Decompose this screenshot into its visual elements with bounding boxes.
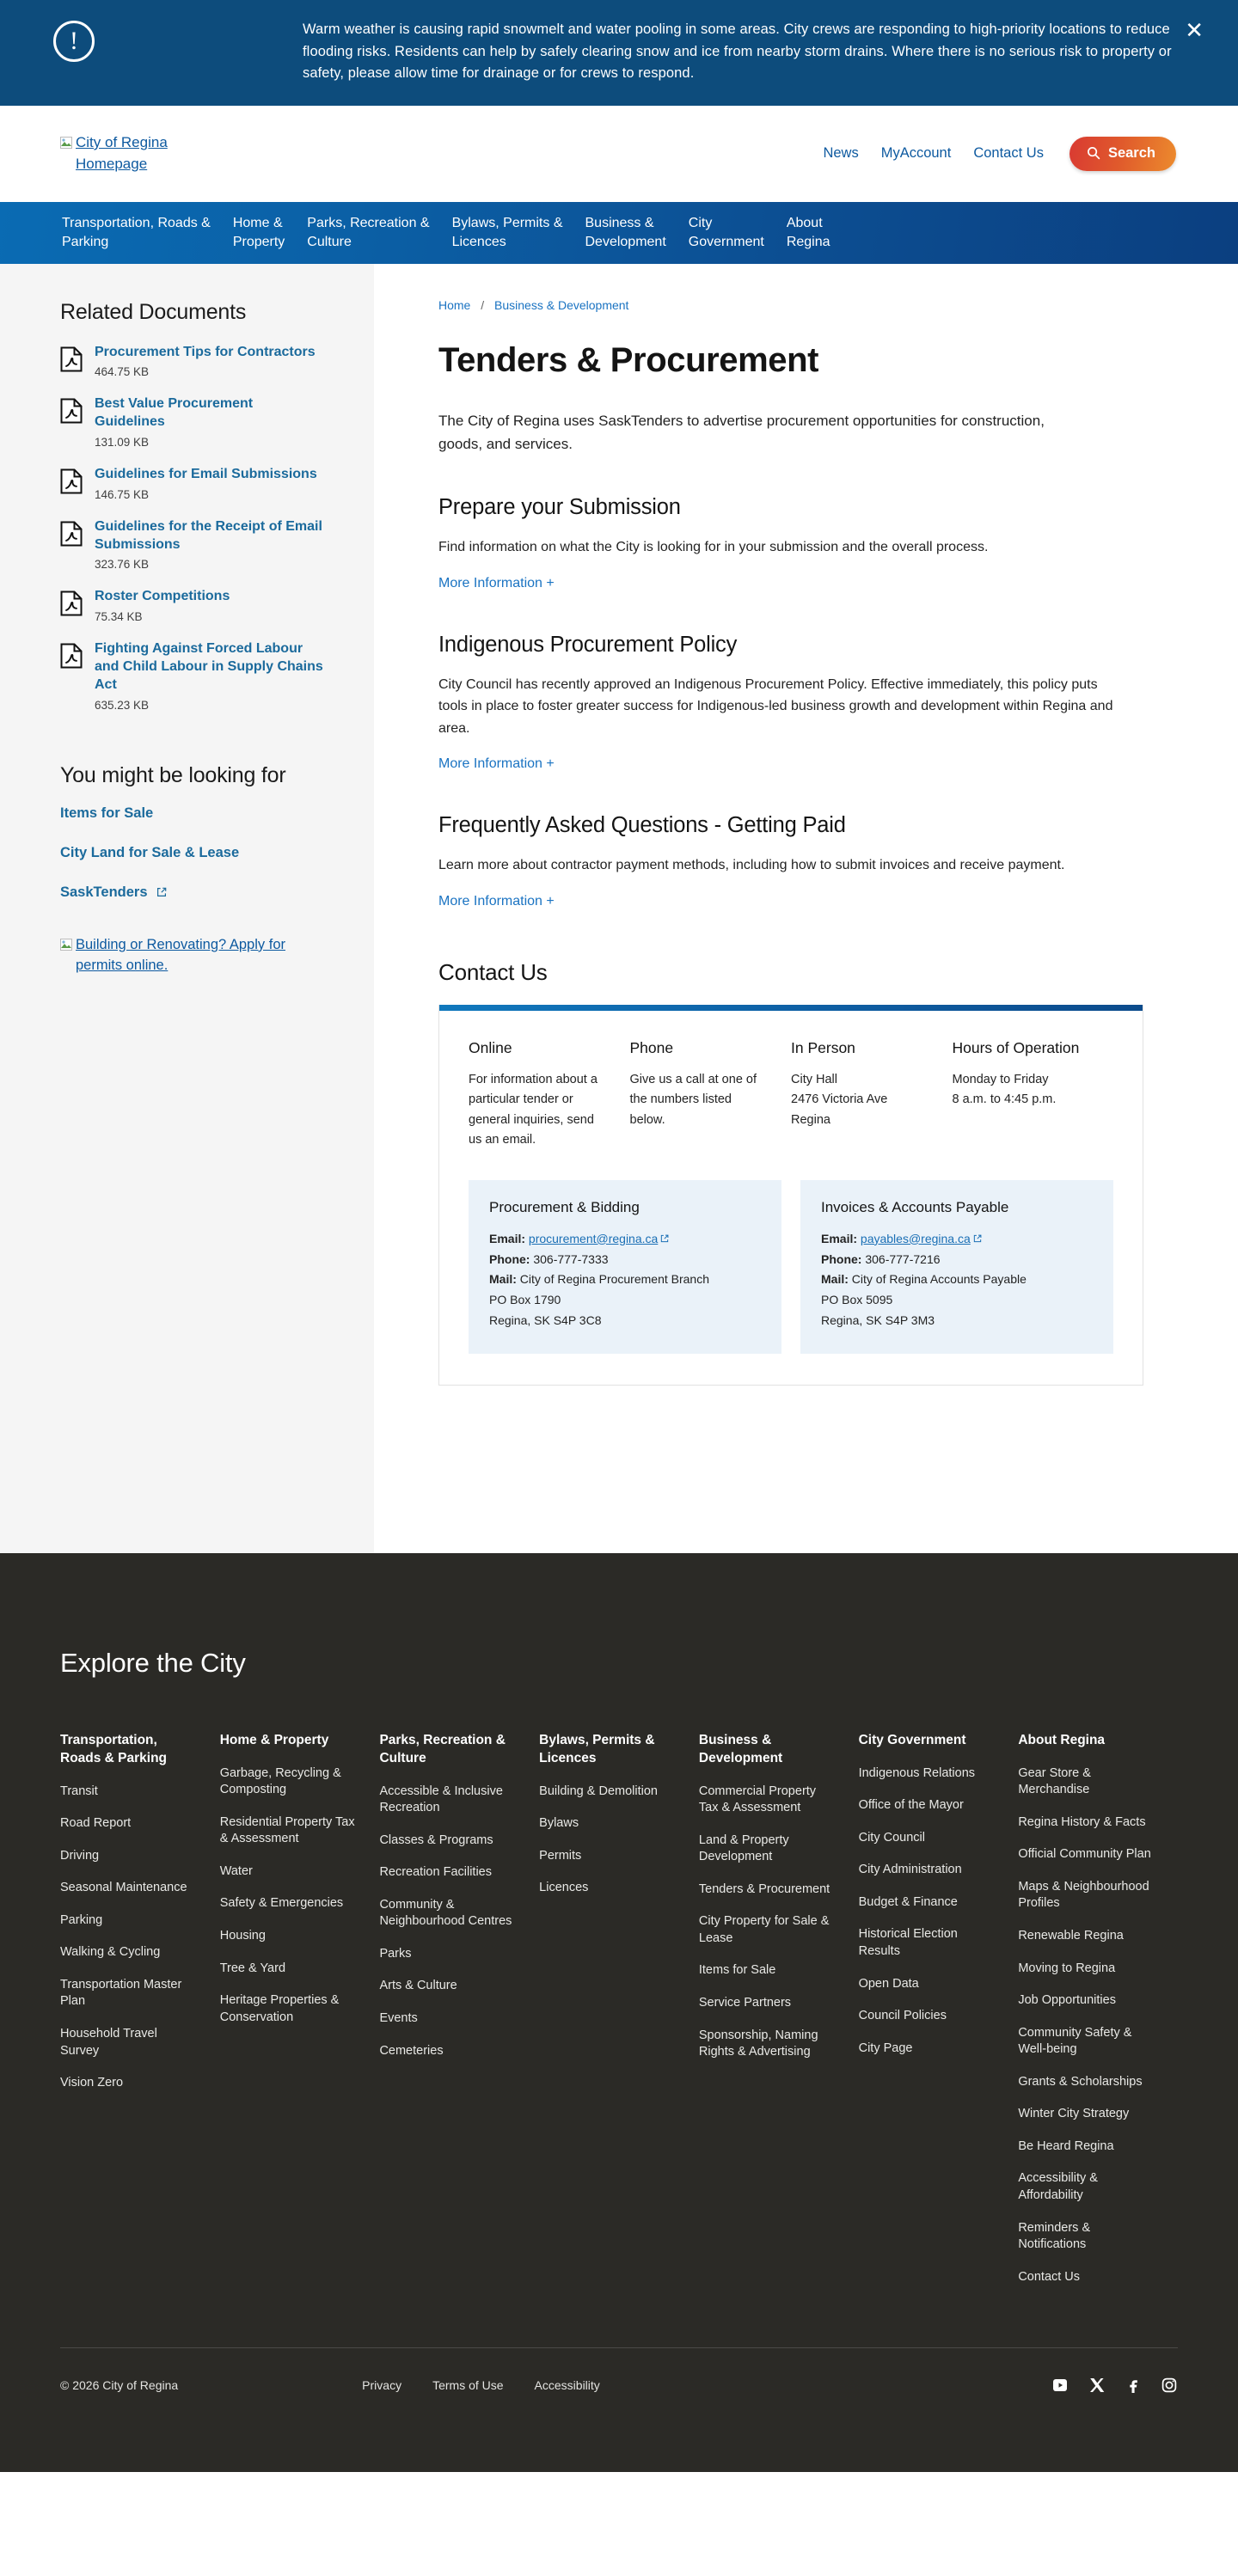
- pdf-file-icon: [60, 590, 83, 621]
- contact-column-body: City Hall 2476 Victoria Ave Regina: [791, 1072, 888, 1127]
- footer-link-official-community-plan[interactable]: Official Community Plan: [1018, 1847, 1151, 1862]
- footer-link-garbage-recycling-composting[interactable]: Garbage, Recycling & Composting: [219, 1765, 341, 1797]
- footer-link-heritage-properties-conservation[interactable]: Heritage Properties & Conservation: [219, 1993, 340, 2024]
- footer-link-sponsorship-naming-rights-advertising[interactable]: Sponsorship, Naming Rights & Advertising: [698, 2028, 818, 2059]
- footer-link-tree-yard[interactable]: Tree & Yard: [219, 1961, 286, 1975]
- search-button-label: Search: [1107, 144, 1155, 161]
- breadcrumb-current[interactable]: Business & Development: [494, 297, 629, 312]
- footer-link-contact-us[interactable]: Contact Us: [1018, 2269, 1081, 2284]
- nav-item-home-property[interactable]: Home & Property: [232, 216, 285, 249]
- youtube-icon[interactable]: [1051, 2376, 1069, 2395]
- search-button[interactable]: [1069, 137, 1176, 171]
- footer-column-heading: Home & Property: [219, 1732, 329, 1747]
- subcard-phone-line: [821, 1250, 1093, 1270]
- contact-column-body: Give us a call at one of the numbers listed below.: [629, 1072, 757, 1127]
- document-size: 146.75 KB: [95, 487, 150, 501]
- pdf-file-icon: [60, 346, 83, 376]
- list-item[interactable]: [60, 395, 326, 449]
- footer-link-bylaws[interactable]: Bylaws: [539, 1816, 579, 1831]
- sidebar-link-items-for-sale[interactable]: Items for Sale: [60, 805, 154, 821]
- footer-link-council-policies[interactable]: Council Policies: [858, 2009, 947, 2023]
- logo-link[interactable]: [60, 132, 176, 174]
- footer-bottom: [60, 2348, 1178, 2472]
- footer-link-city-page[interactable]: City Page: [858, 2041, 913, 2055]
- breadcrumb: [438, 298, 1143, 312]
- header-link-myaccount[interactable]: MyAccount: [880, 145, 952, 162]
- contact-column-phone: [630, 1038, 792, 1151]
- site-header: [0, 106, 1238, 202]
- footer-link-indigenous-relations[interactable]: Indigenous Relations: [858, 1765, 976, 1780]
- footer-link-winter-city-strategy[interactable]: Winter City Strategy: [1018, 2107, 1130, 2121]
- footer-link-cemeteries[interactable]: Cemeteries: [379, 2043, 444, 2058]
- nav-item-city-government[interactable]: City Government: [688, 216, 764, 249]
- footer-link-vision-zero[interactable]: Vision Zero: [60, 2076, 124, 2090]
- footer-link-household-travel-survey[interactable]: Household Travel Survey: [60, 2027, 157, 2058]
- footer-link-classes-programs[interactable]: Classes & Programs: [379, 1833, 493, 1847]
- card-accent-bar: [439, 1005, 1143, 1011]
- contact-column-title: In Person: [791, 1039, 855, 1057]
- subcard-title: Procurement & Bidding: [489, 1198, 640, 1215]
- footer-link-events[interactable]: Events: [379, 2011, 418, 2026]
- footer-column-transportation-roads-parking: [60, 1732, 220, 2108]
- section-heading-prepare-submission: Prepare your Submission: [438, 495, 681, 520]
- footer-link-licences[interactable]: Licences: [539, 1881, 589, 1895]
- document-link[interactable]: Best Value Procurement Guidelines: [95, 396, 254, 430]
- footer-link-reminders-notifications[interactable]: Reminders & Notifications: [1018, 2220, 1091, 2252]
- section-body-prepare-submission: Find information on what the City is looking for in your submission and the overall process.: [438, 540, 989, 555]
- related-documents-heading: Related Documents: [60, 299, 247, 324]
- contact-column-hours: [953, 1038, 1114, 1151]
- document-size: 75.34 KB: [95, 610, 143, 624]
- footer-column-home-property: [220, 1732, 380, 2042]
- footer-link-safety-emergencies[interactable]: Safety & Emergencies: [219, 1896, 344, 1911]
- document-link[interactable]: Procurement Tips for Contractors: [95, 344, 316, 359]
- header-link-news[interactable]: News: [823, 145, 859, 162]
- list-item[interactable]: [60, 640, 326, 711]
- broken-image-icon: [60, 134, 72, 146]
- phone-label: Phone:: [489, 1251, 530, 1266]
- nav-item-parks-recreation[interactable]: Parks, Recreation & Culture: [307, 216, 430, 249]
- sidebar-link-sasktenders[interactable]: [60, 884, 326, 902]
- search-icon: [1087, 146, 1100, 160]
- sidebar: [0, 264, 374, 1553]
- footer-link-maps-neighbourhood-profiles[interactable]: Maps & Neighbourhood Profiles: [1018, 1879, 1149, 1911]
- subcard-mail-line: [489, 1270, 761, 1290]
- contact-column-title: Online: [469, 1039, 512, 1057]
- more-information-link-faq-getting-paid[interactable]: More Information +: [438, 894, 555, 909]
- contact-card: [438, 1005, 1143, 1386]
- footer-link-service-partners[interactable]: Service Partners: [698, 1996, 792, 2010]
- contact-column-title: Phone: [629, 1039, 674, 1057]
- subcard-pobox: PO Box 1790: [489, 1293, 561, 1307]
- breadcrumb-separator: /: [481, 297, 485, 312]
- footer-link-city-council[interactable]: City Council: [858, 1830, 925, 1845]
- more-information-link-indigenous-policy[interactable]: More Information +: [438, 756, 555, 772]
- footer-link-open-data[interactable]: Open Data: [858, 1976, 919, 1991]
- page-body: [0, 264, 1238, 1553]
- footer-link-parks[interactable]: Parks: [379, 1946, 412, 1961]
- sidebar-link-sasktenders-label: SaskTenders: [60, 884, 148, 900]
- footer-link-permits[interactable]: Permits: [539, 1848, 582, 1863]
- mail-value: City of Regina Accounts Payable: [851, 1272, 1027, 1287]
- footer-link-accessibility[interactable]: Accessibility: [534, 2378, 600, 2393]
- promo-permits-label: Building or Renovating? Apply for permits online.: [76, 936, 285, 974]
- footer-column-heading: City Government: [858, 1732, 966, 1747]
- contact-column-in-person: [791, 1038, 953, 1151]
- subcard-email-line: [821, 1229, 1093, 1250]
- external-link-icon: [971, 1232, 982, 1245]
- x-twitter-icon[interactable]: [1088, 2377, 1106, 2394]
- external-link-icon: [156, 885, 167, 902]
- section-heading-faq-getting-paid: Frequently Asked Questions - Getting Paid: [438, 813, 846, 838]
- main-navigation: [0, 202, 1238, 264]
- footer-column-parks-recreation-culture: [379, 1732, 539, 2075]
- footer-link-community-neighbourhood-centres[interactable]: Community & Neighbourhood Centres: [379, 1897, 512, 1929]
- list-item[interactable]: [60, 518, 326, 572]
- phone-value: 306-777-7216: [865, 1251, 941, 1266]
- footer-link-city-administration[interactable]: City Administration: [858, 1863, 962, 1877]
- footer-link-transit[interactable]: Transit: [60, 1784, 98, 1798]
- footer-link-job-opportunities[interactable]: Job Opportunities: [1018, 1993, 1116, 2008]
- footer-columns: [60, 1732, 1178, 2302]
- email-link[interactable]: procurement@regina.ca: [528, 1231, 659, 1245]
- footer-link-gear-store-merchandise[interactable]: Gear Store & Merchandise: [1018, 1765, 1091, 1797]
- contact-column-body: Monday to Friday 8 a.m. to 4:45 p.m.: [952, 1072, 1057, 1107]
- broken-image-icon: [60, 936, 72, 948]
- instagram-icon[interactable]: [1161, 2377, 1178, 2394]
- footer-link-road-report[interactable]: Road Report: [60, 1816, 132, 1831]
- footer-link-budget-finance[interactable]: Budget & Finance: [858, 1894, 958, 1909]
- footer-link-parking[interactable]: Parking: [60, 1912, 103, 1927]
- email-label: Email:: [821, 1231, 858, 1245]
- nav-item-about-regina[interactable]: About Regina: [786, 216, 830, 249]
- footer-link-recreation-facilities[interactable]: Recreation Facilities: [379, 1865, 492, 1880]
- nav-item-business-development[interactable]: Business & Development: [585, 216, 666, 249]
- footer-link-be-heard-regina[interactable]: Be Heard Regina: [1018, 2139, 1114, 2153]
- footer-title: Explore the City: [60, 1647, 246, 1678]
- footer-link-accessibility-affordability[interactable]: Accessibility & Affordability: [1018, 2171, 1098, 2203]
- footer-column-heading: Transportation, Roads & Parking: [60, 1732, 168, 1765]
- footer-link-grants-scholarships[interactable]: Grants & Scholarships: [1018, 2074, 1143, 2089]
- footer-link-community-safety-well-being[interactable]: Community Safety & Well-being: [1018, 2025, 1132, 2057]
- more-information-link-prepare-submission[interactable]: More Information +: [438, 575, 555, 590]
- footer-link-residential-property-tax-assessment[interactable]: Residential Property Tax & Assessment: [219, 1814, 355, 1846]
- list-item[interactable]: [60, 466, 326, 501]
- nav-item-transportation[interactable]: Transportation, Roads & Parking: [62, 216, 211, 249]
- header-link-contact-us[interactable]: Contact Us: [973, 145, 1044, 162]
- exclamation-circle-icon: !: [53, 21, 95, 62]
- footer-link-transportation-master-plan[interactable]: Transportation Master Plan: [60, 1977, 182, 2009]
- contact-column-body: For information about a particular tender or general inquiries, send us an email.: [469, 1072, 598, 1147]
- pdf-file-icon: [60, 468, 83, 499]
- footer-column-about-regina: [1018, 1732, 1178, 2302]
- mail-label: Mail:: [489, 1272, 517, 1287]
- footer-column-city-government: [859, 1732, 1019, 2073]
- footer-link-building-demolition[interactable]: Building & Demolition: [539, 1784, 658, 1798]
- page-lede: The City of Regina uses SaskTenders to advertise procurement opportunities for construction, goods, and services.: [438, 412, 1045, 452]
- document-link[interactable]: Fighting Against Forced Labour and Child Labour in Supply Chains Act: [95, 641, 323, 692]
- footer-link-seasonal-maintenance[interactable]: Seasonal Maintenance: [60, 1881, 187, 1895]
- footer-link-walking-cycling[interactable]: Walking & Cycling: [60, 1945, 161, 1960]
- site-footer: [0, 1553, 1238, 2473]
- footer-link-renewable-regina[interactable]: Renewable Regina: [1018, 1928, 1124, 1943]
- footer-link-housing[interactable]: Housing: [219, 1928, 266, 1943]
- document-size: 131.09 KB: [95, 436, 150, 450]
- alert-banner: [0, 0, 1238, 106]
- footer-link-driving[interactable]: Driving: [60, 1848, 100, 1863]
- footer-column-heading: Bylaws, Permits & Licences: [539, 1732, 655, 1765]
- footer-link-commercial-property-tax-assessment[interactable]: Commercial Property Tax & Assessment: [698, 1784, 817, 1815]
- footer-column-bylaws-permits-licences: [539, 1732, 699, 1912]
- subcard-phone-line: [489, 1250, 761, 1270]
- footer-link-historical-election-results[interactable]: Historical Election Results: [858, 1927, 958, 1958]
- document-size: 464.75 KB: [95, 365, 150, 379]
- subcard-pobox: PO Box 5095: [821, 1293, 893, 1307]
- subcard-title: Invoices & Accounts Payable: [821, 1198, 1009, 1215]
- list-item[interactable]: [60, 588, 326, 623]
- subcard-city-line: Regina, SK S4P 3M3: [821, 1312, 935, 1327]
- promo-permits-link[interactable]: [60, 934, 326, 977]
- document-link[interactable]: Roster Competitions: [95, 589, 230, 604]
- breadcrumb-home[interactable]: Home: [438, 297, 471, 312]
- logo-alt-text: City of Regina Homepage: [76, 134, 168, 172]
- footer-column-heading: Parks, Recreation & Culture: [379, 1732, 506, 1765]
- subcard-city-line: Regina, SK S4P 3C8: [489, 1312, 602, 1327]
- page-title: Tenders & Procurement: [438, 340, 819, 379]
- footer-column-business-development: [699, 1732, 859, 2077]
- footer-link-city-property-for-sale-lease[interactable]: City Property for Sale & Lease: [698, 1914, 830, 1945]
- email-label: Email:: [489, 1231, 526, 1245]
- subcard-email-line: [489, 1229, 761, 1250]
- footer-link-items-for-sale[interactable]: Items for Sale: [698, 1963, 776, 1978]
- pdf-file-icon: [60, 643, 83, 673]
- document-size: 635.23 KB: [95, 698, 150, 712]
- main-content: [374, 264, 1238, 1553]
- contact-subcard-payables: [800, 1180, 1113, 1354]
- footer-link-land-property-development[interactable]: Land & Property Development: [698, 1833, 789, 1864]
- nav-item-bylaws-permits[interactable]: Bylaws, Permits & Licences: [451, 216, 563, 249]
- sidebar-link-city-land[interactable]: City Land for Sale & Lease: [60, 844, 240, 860]
- section-heading-indigenous-policy: Indigenous Procurement Policy: [438, 632, 738, 657]
- footer-link-terms-of-use[interactable]: Terms of Use: [432, 2378, 504, 2393]
- footer-link-moving-to-regina[interactable]: Moving to Regina: [1018, 1961, 1116, 1975]
- social-links: [1051, 2376, 1178, 2395]
- section-body-indigenous-policy: City Council has recently approved an Indigenous Procurement Policy. Effective immediately, this policy puts tools in place to foster greater success for Indigenous-led business growth and development within Regina and area.: [438, 676, 1113, 736]
- pdf-file-icon: [60, 521, 83, 551]
- copyright: © 2026 City of Regina: [60, 2378, 179, 2393]
- document-size: 323.76 KB: [95, 558, 150, 572]
- phone-label: Phone:: [821, 1251, 862, 1266]
- footer-column-heading: About Regina: [1018, 1732, 1106, 1747]
- mail-label: Mail:: [821, 1272, 849, 1287]
- contact-column-online: [469, 1038, 630, 1151]
- footer-link-tenders-procurement[interactable]: Tenders & Procurement: [698, 1882, 830, 1896]
- pdf-file-icon: [60, 398, 83, 428]
- contact-column-title: Hours of Operation: [952, 1039, 1080, 1057]
- footer-link-privacy[interactable]: Privacy: [362, 2378, 402, 2393]
- legal-links: [362, 2378, 600, 2392]
- contact-subcards: [469, 1180, 1113, 1354]
- contact-subcard-procurement: [469, 1180, 781, 1354]
- facebook-icon[interactable]: [1125, 2377, 1142, 2394]
- header-utility-nav: [823, 137, 1176, 171]
- section-body-faq-getting-paid: Learn more about contractor payment methods, including how to submit invoices and receive payment.: [438, 858, 1065, 873]
- footer-column-heading: Business & Development: [698, 1732, 783, 1765]
- alert-message: Warm weather is causing rapid snowmelt and water pooling in some areas. City crews are responding to high-priority locations to reduce flooding risks. Residents can help by safely clearing snow and ice from nearby storm drains. Where there is no serious risk to property or safety, please allow time for drainage or for crews to respond.: [303, 21, 1172, 82]
- footer-link-accessible-inclusive-recreation[interactable]: Accessible & Inclusive Recreation: [379, 1784, 503, 1815]
- document-link[interactable]: Guidelines for the Receipt of Email Submissions: [95, 518, 322, 552]
- contact-columns: [469, 1038, 1113, 1151]
- footer-link-arts-culture[interactable]: Arts & Culture: [379, 1979, 457, 1993]
- footer-link-regina-history-facts[interactable]: Regina History & Facts: [1018, 1814, 1146, 1829]
- list-item[interactable]: [60, 344, 326, 379]
- email-link[interactable]: payables@regina.ca: [860, 1231, 971, 1245]
- looking-for-heading: You might be looking for: [60, 762, 286, 787]
- phone-value: 306-777-7333: [533, 1251, 609, 1266]
- footer-link-water[interactable]: Water: [219, 1863, 253, 1878]
- external-link-icon: [658, 1232, 669, 1245]
- subcard-mail-line: [821, 1270, 1093, 1290]
- contact-us-heading: Contact Us: [438, 959, 548, 986]
- mail-value: City of Regina Procurement Branch: [519, 1272, 709, 1287]
- footer-link-office-of-the-mayor[interactable]: Office of the Mayor: [858, 1798, 964, 1813]
- close-icon[interactable]: ✕: [1185, 17, 1204, 43]
- document-link[interactable]: Guidelines for Email Submissions: [95, 467, 317, 482]
